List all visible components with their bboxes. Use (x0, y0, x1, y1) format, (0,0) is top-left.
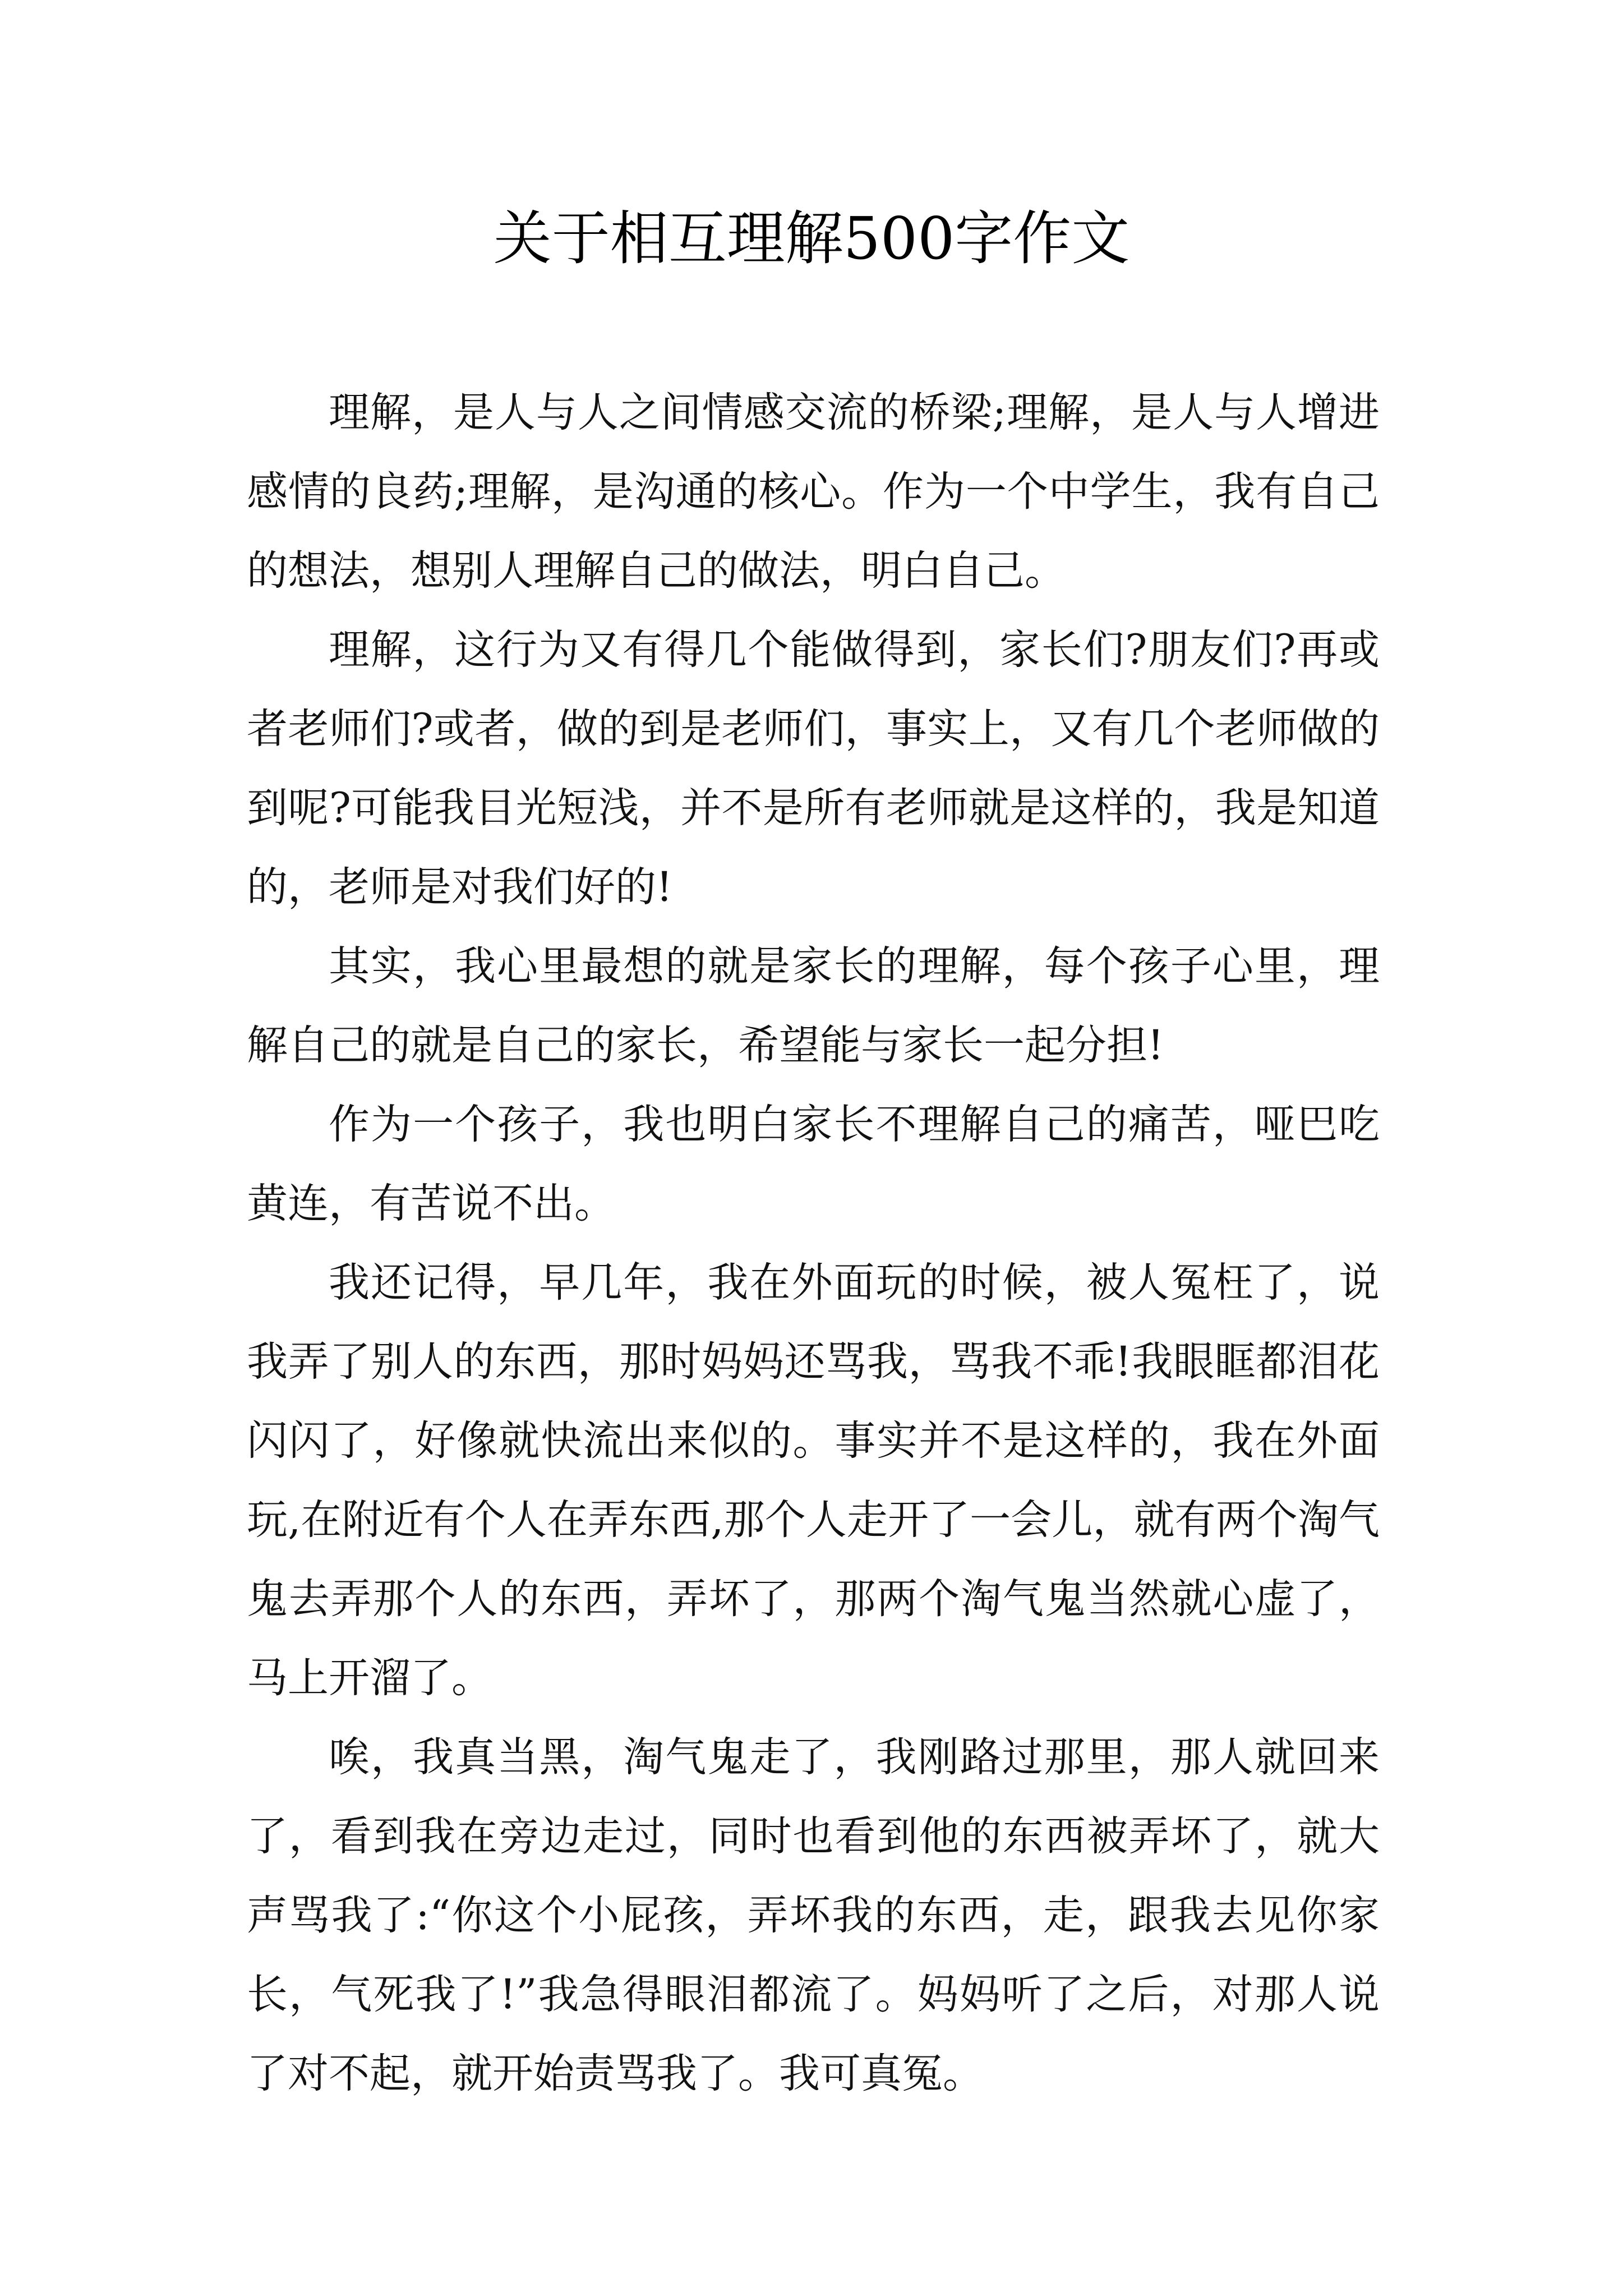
paragraph: 作为一个孩子，我也明白家长不理解自己的痛苦，哑巴吃黄连，有苦说不出。 (247, 1101, 1380, 1227)
paragraph: 我还记得，早几年，我在外面玩的时候，被人冤枉了，说我弄了别人的东西，那时妈妈还骂我，骂我不乖!我眼眶都泪花闪闪了，好像就快流出来似的。事实并不是这样的，我在外面玩,在附近有个人在弄东西,那个人走开了一会儿，就有两个淘气鬼去弄那个人的东西，弄坏了，那两个淘气鬼当然就心虚了，马上开溜了。 (247, 1259, 1380, 1702)
paragraph: 理解，这行为又有得几个能做得到，家长们?朋友们?再或者老师们?或者，做的到是老师们，事实上，又有几个老师做的到呢?可能我目光短浅，并不是所有老师就是这样的，我是知道的，老师是对我们好的! (247, 626, 1380, 911)
paragraph: 唉，我真当黑，淘气鬼走了，我刚路过那里，那人就回来了，看到我在旁边走过，同时也看到他的东西被弄坏了，就大声骂我了:“你这个小屁孩，弄坏我的东西，走，跟我去见你家长，气死我了!”我急得眼泪都流了。妈妈听了之后，对那人说了对不起，就开始责骂我了。我可真冤。 (247, 1733, 1380, 2097)
document-body (247, 373, 1380, 2113)
document-title: 关于相互理解500字作文 (493, 204, 1130, 273)
paragraph: 其实，我心里最想的就是家长的理解，每个孩子心里，理解自己的就是自己的家长，希望能与家长一起分担! (247, 942, 1380, 1069)
paragraph: 理解，是人与人之间情感交流的桥梁;理解，是人与人增进感情的良药;理解，是沟通的核心。作为一个中学生，我有自己的想法，想别人理解自己的做法，明白自己。 (247, 389, 1380, 595)
